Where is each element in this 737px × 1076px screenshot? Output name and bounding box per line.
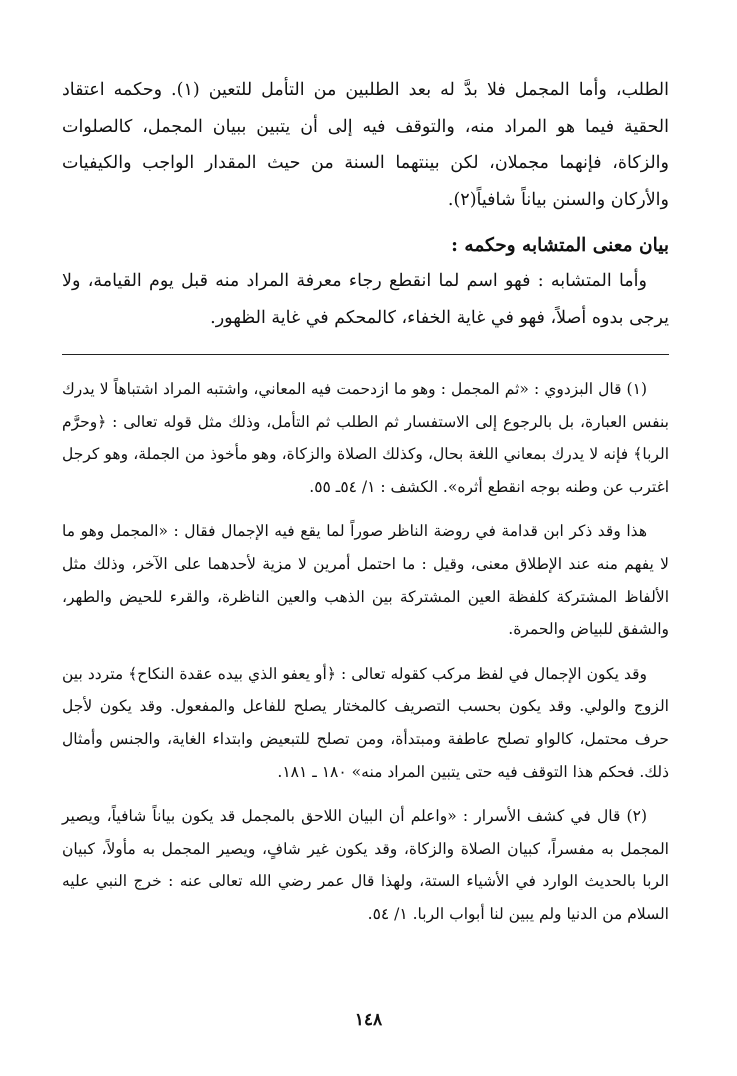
section-heading: بيان معنى المتشابه وحكمه : — [451, 235, 669, 256]
main-text — [62, 72, 669, 336]
footnote-1-part-3: وقد يكون الإجمال في لفظ مركب كقوله تعالى : ﴿أو يعفو الذي بيده عقدة النكاح﴾ متردد بين الزوج والولي. وقد يكون بحسب التصريف كالمختار يصلح للفاعل والمفعول. وقد يكون لأجل حرف محتمل، كالواو تصلح عاطفة ومبتدأة، ومن تصلح للتبعيض وابتداء الغاية، والجنس وأمثال ذلك. فحكم هذا التوقف فيه حتى يتبين المراد منه» ١٨٠ ـ ١٨١. — [62, 664, 669, 781]
footnote-separator — [62, 354, 669, 355]
footnote-2: (٢) قال في كشف الأسرار : «واعلم أن البيان اللاحق بالمجمل قد يكون بياناً شافياً، ويصير المجمل به مفسراً، كبيان الصلاة والزكاة، وقد يكون غير شافٍ، ويصير المجمل به مأولاً، كبيان الربا بالحديث الوارد في الأشياء الستة، ولهذا قال عمر رضي الله تعالى عنه : خرج النبي عليه السلام من الدنيا ولم يبين لنا أبواب الربا. ١/ ٥٤. — [62, 807, 669, 923]
page-number: ١٤٨ — [354, 1010, 383, 1030]
footnote-1-part-2: هذا وقد ذكر ابن قدامة في روضة الناظر صوراً لما يقع فيه الإجمال فقال : «المجمل وهو ما لا يفهم منه عند الإطلاق معنى، وقيل : ما احتمل أمرين لا مزية لأحدهما على الآخر، وذلك مثل الألفاظ المشتركة كلفظة العين المشتركة بين الذهب والعين الناظرة، والقرء للحيض والطهر، والشفق للبياض والحمرة. — [62, 522, 669, 639]
footnotes — [62, 373, 669, 931]
main-paragraph-1: الطلب، وأما المجمل فلا بدَّ له بعد الطلبين من التأمل للتعين (١). وحكمه اعتقاد الحقية فيما هو المراد منه، والتوقف فيه إلى أن يتبين ببيان المجمل، كالصلوات والزكاة، فإنهما مجملان، لكن بينتهما السنة من حيث المقدار الواجب والكيفيات والأركان والسنن بياناً شافياً(٢). — [62, 80, 669, 210]
main-paragraph-2: وأما المتشابه : فهو اسم لما انقطع رجاء معرفة المراد منه قبل يوم القيامة، ولا يرجى بدوه أصلاً، فهو في غاية الخفاء، كالمحكم في غاية الظهور. — [62, 271, 669, 328]
footnote-1-part-1: (١) قال البزدوي : «ثم المجمل : وهو ما ازدحمت فيه المعاني، واشتبه المراد اشتباهاً لا يدرك بنفس العبارة، بل بالرجوع إلى الاستفسار ثم الطلب ثم التأمل، وذلك مثل قوله تعالى : ﴿وحرَّم الربا﴾ فإنه لا يدرك بمعاني اللغة بحال، وكذلك الصلاة والزكاة، وهو مأخوذ من الجملة، وهو كرجل اغترب عن وطنه بوجه انقطع أثره». الكشف : ١/ ٥٤ـ ٥٥. — [62, 380, 669, 496]
